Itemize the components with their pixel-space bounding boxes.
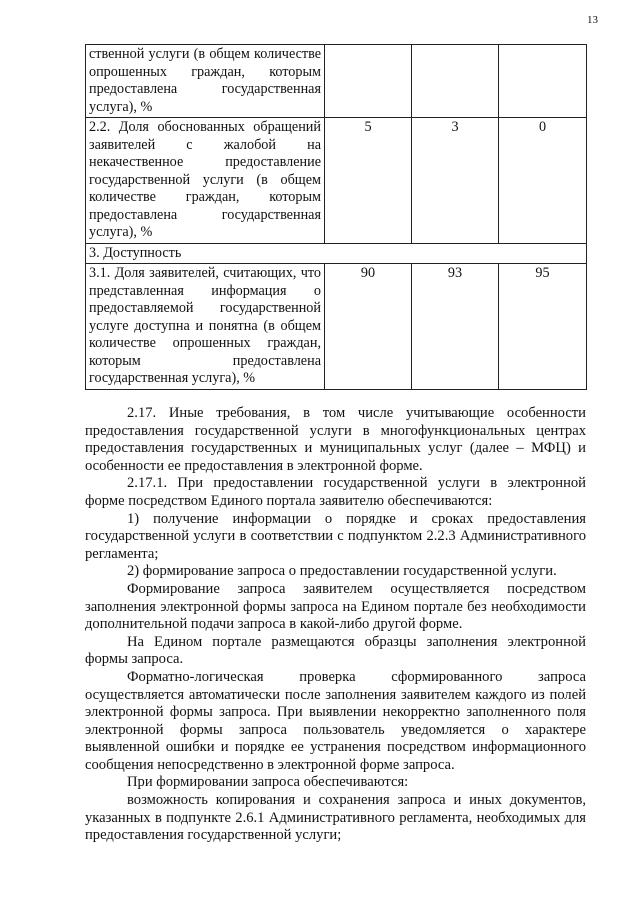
paragraph: возможность копирования и сохранения запроса и иных документов, указанных в подпункте 2.6.1 Административного регламента, необходимых для предоставления государственной услуги; bbox=[85, 792, 586, 844]
paragraph: На Едином портале размещаются образцы заполнения электронной формы запроса. bbox=[85, 633, 586, 668]
indicator-value: 5 bbox=[325, 118, 412, 244]
table-section-row bbox=[86, 243, 587, 264]
table-row bbox=[86, 118, 587, 244]
indicator-label: ственной услуги (в общем количестве опрошенных граждан, которым предоставлена государственная услуга), % bbox=[86, 45, 325, 118]
indicator-value: 3 bbox=[412, 118, 499, 244]
indicator-label: 3.1. Доля заявителей, считающих, что представленная информация о предоставляемой государственной услуге доступна и понятна (в общем количестве опрошенных граждан, которым предоставлена государственная услуга), % bbox=[86, 264, 325, 390]
paragraph: 1) получение информации о порядке и сроках предоставления государственной услуги в соответствии с подпунктом 2.2.3 Административного регламента; bbox=[85, 510, 586, 562]
indicators-table bbox=[85, 44, 587, 390]
paragraph: Формирование запроса заявителем осуществляется посредством заполнения электронной формы запроса на Едином портале без необходимости дополнительной подачи запроса в какой-либо другой форме. bbox=[85, 580, 586, 633]
paragraph: 2.17. Иные требования, в том числе учитывающие особенности предоставления государственной услуги в многофункциональных центрах предоставления государственных и муниципальных услуг (далее – МФЦ) и особенности ее предоставления в электронной форме. bbox=[85, 405, 586, 474]
table-row bbox=[86, 264, 587, 390]
indicator-value: 93 bbox=[412, 264, 499, 390]
page-number: 13 bbox=[587, 14, 598, 26]
indicator-value: 95 bbox=[499, 264, 587, 390]
indicator-value: 90 bbox=[325, 264, 412, 390]
body-text bbox=[85, 405, 586, 845]
indicator-value bbox=[412, 45, 499, 118]
indicator-value: 0 bbox=[499, 118, 587, 244]
indicator-value bbox=[325, 45, 412, 118]
paragraph: 2.17.1. При предоставлении государственной услуги в электронной форме посредством Единого портала заявителю обеспечиваются: bbox=[85, 475, 586, 509]
indicator-label: 2.2. Доля обоснованных обращений заявителей с жалобой на некачественное предоставление государственной услуги (в общем количестве граждан, которым предоставлена государственная услуга), % bbox=[86, 118, 325, 244]
indicator-value bbox=[499, 45, 587, 118]
paragraph: При формировании запроса обеспечиваются: bbox=[127, 774, 409, 791]
paragraph: 2) формирование запроса о предоставлении государственной услуги. bbox=[127, 563, 557, 580]
section-heading: 3. Доступность bbox=[86, 243, 587, 264]
table-row bbox=[86, 45, 587, 118]
paragraph: Форматно-логическая проверка сформированного запроса осуществляется автоматически после заполнения заявителем каждого из полей электронной формы запроса. При выявлении некорректно заполненного поля электронной формы запроса пользователь уведомляется о характере выявленной ошибки и порядке ее устранения посредством информационного сообщения непосредственно в электронной форме запроса. bbox=[85, 668, 586, 773]
